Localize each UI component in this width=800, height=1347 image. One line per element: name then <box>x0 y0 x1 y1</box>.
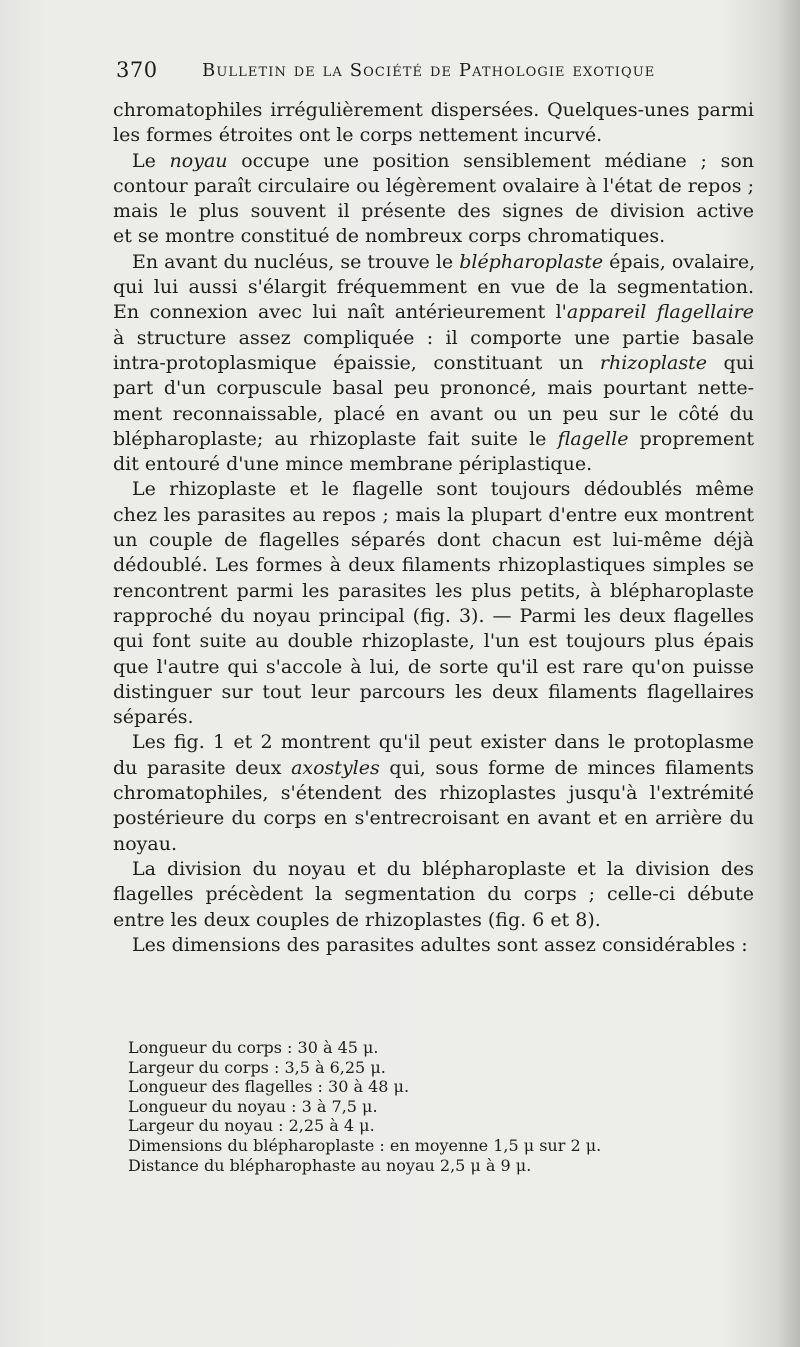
text-line: postérieure du corps en s'entrecroisant en avant et en arrière du <box>113 807 754 830</box>
text-line: flagelles précèdent la segmentation du corps ; celle-ci débute <box>113 883 754 906</box>
paragraph <box>113 149 754 250</box>
measurement-item: Largeur du noyau : 2,25 à 4 μ. <box>128 1116 375 1136</box>
text-line: mais le plus souvent il présente des signes de division active <box>113 200 754 223</box>
text-line: En connexion avec lui naît antérieurement l'appareil flagellaire <box>113 301 754 324</box>
text-line: à structure assez compliquée : il comporte une partie basale <box>113 326 754 349</box>
text-line: chromatophiles, s'étendent des rhizoplastes jusqu'à l'extrémité <box>113 782 754 805</box>
text-line: un couple de flagelles séparés dont chacun est lui-même déjà <box>113 529 754 552</box>
text-line: rencontrent parmi les parasites les plus petits, à blépharoplaste <box>113 579 754 602</box>
measurement-item: Longueur du corps : 30 à 45 μ. <box>128 1038 379 1057</box>
text-line: La division du noyau et du blépharoplaste et la division des <box>132 857 754 880</box>
measurement-item: Distance du blépharophaste au noyau 2,5 μ à 9 μ. <box>128 1155 532 1175</box>
text-line: contour paraît circulaire ou légèrement ovalaire à l'état de repos ; <box>113 174 754 197</box>
text-line: En avant du nucléus, se trouve le blépharoplaste épais, ovalaire, <box>132 250 756 273</box>
paragraph <box>113 857 754 933</box>
paragraph <box>113 98 754 149</box>
text-line: et se montre constitué de nombreux corps chromatiques. <box>113 225 666 248</box>
text-line: part d'un corpuscule basal peu prononcé, mais pourtant nette- <box>113 377 754 400</box>
italic-term: appareil flagellaire <box>566 301 754 324</box>
text-line: intra-protoplasmique épaissie, constituant un rhizoplaste qui <box>113 351 755 374</box>
text-line: que l'autre qui s'accole à lui, de sorte qu'il est rare qu'on puisse <box>113 655 754 678</box>
measurement-item: Largeur du corps : 3,5 à 6,25 μ. <box>128 1057 386 1077</box>
text-line: dit entouré d'une mince membrane périplastique. <box>113 453 593 476</box>
measurement-item: Longueur des flagelles : 30 à 48 μ. <box>128 1077 410 1097</box>
text-line: séparés. <box>113 706 194 729</box>
text-line: Les dimensions des parasites adultes sont assez considérables : <box>132 933 748 956</box>
text-line: chromatophiles irrégulièrement dispersées. Quelques-unes parmi <box>113 99 754 121</box>
italic-term: axostyles <box>291 756 380 779</box>
text-line: Le rhizoplaste et le flagelle sont toujours dédoublés même <box>132 478 754 501</box>
text-line: Le noyau occupe une position sensiblement médiane ; son <box>132 149 754 172</box>
text-line: blépharoplaste; au rhizoplaste fait suite le flagelle proprement <box>113 427 754 450</box>
text-line: les formes étroites ont le corps nettement incurvé. <box>113 124 603 147</box>
text-line: chez les parasites au repos ; mais la plupart d'entre eux montrent <box>113 503 754 526</box>
running-title: Bulletin de la Société de Pathologie exotique <box>202 60 656 81</box>
page-number: 370 <box>116 58 158 82</box>
paragraph <box>113 250 754 478</box>
measurement-item: Longueur du noyau : 3 à 7,5 μ. <box>128 1096 378 1116</box>
italic-term: flagelle <box>557 427 629 450</box>
measurements-list <box>128 1038 688 1175</box>
text-line: rapproché du noyau principal (fig. 3). — Parmi les deux flagelles <box>113 604 754 627</box>
text-line: qui font suite au double rhizoplaste, l'un est toujours plus épais <box>113 630 754 653</box>
italic-term: noyau <box>169 149 228 172</box>
text-line: qui lui aussi s'élargit fréquemment en vue de la segmentation. <box>113 276 754 299</box>
text-line: dédoublé. Les formes à deux filaments rhizoplastiques simples se <box>113 554 754 577</box>
italic-term: blépharoplaste <box>459 250 604 273</box>
paragraph <box>113 730 754 856</box>
text-line: du parasite deux axostyles qui, sous forme de minces filaments <box>113 756 755 779</box>
measurement-item: Dimensions du blépharoplaste : en moyenne 1,5 μ sur 2 μ. <box>128 1135 602 1155</box>
italic-term: rhizoplaste <box>599 351 707 374</box>
text-line: Les fig. 1 et 2 montrent qu'il peut exister dans le protoplasme <box>132 731 754 754</box>
text-line: entre les deux couples de rhizoplastes (fig. 6 et 8). <box>113 908 601 931</box>
text-line: noyau. <box>113 832 178 855</box>
page-header <box>116 58 766 92</box>
paragraph <box>113 933 754 958</box>
text-line: ment reconnaissable, placé en avant ou un peu sur le côté du <box>113 402 754 425</box>
body-text <box>113 98 754 958</box>
text-line: distinguer sur tout leur parcours les deux filaments flagellaires <box>113 680 754 703</box>
paragraph <box>113 477 754 730</box>
